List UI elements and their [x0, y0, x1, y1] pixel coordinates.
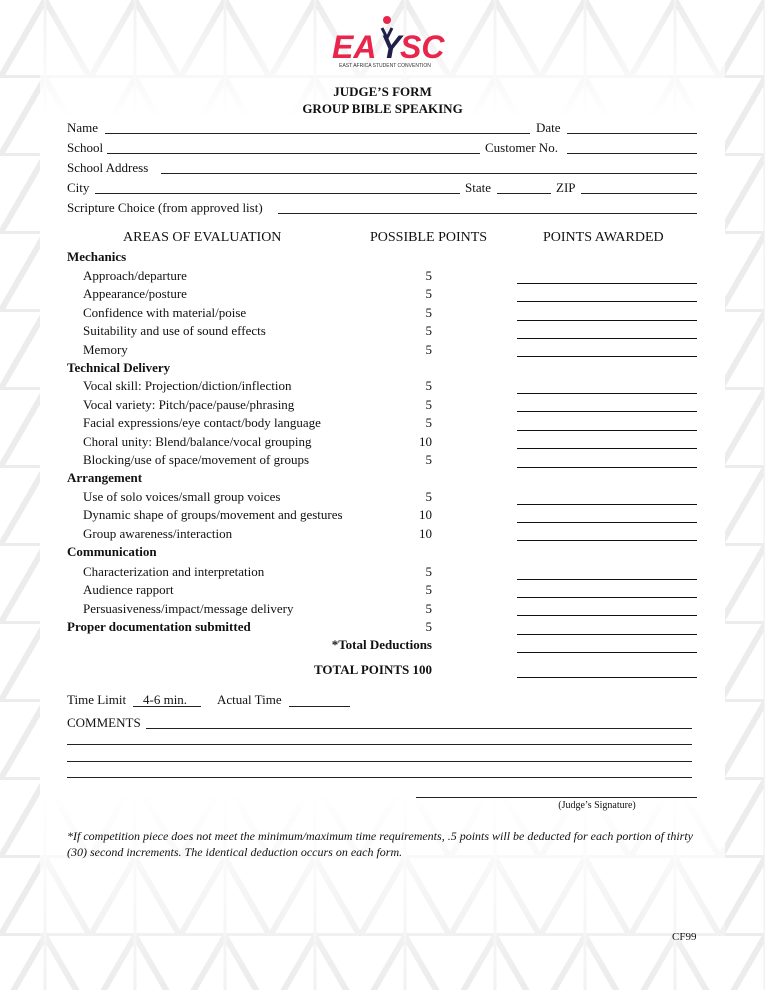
- form-title: JUDGE’S FORM: [333, 84, 432, 99]
- item-points: 5: [425, 564, 432, 579]
- customer-no-field[interactable]: [567, 153, 697, 154]
- awarded-field[interactable]: [517, 356, 697, 357]
- state-field[interactable]: [497, 193, 551, 194]
- svg-text:EA: EA: [332, 29, 377, 65]
- possible-header: POSSIBLE POINTS: [370, 230, 488, 245]
- item-label: Persuasiveness/impact/message delivery: [83, 601, 294, 616]
- total-deductions-label: *Total Deductions: [331, 637, 432, 652]
- time-limit-label: Time Limit: [67, 692, 127, 707]
- name-label: Name: [67, 120, 99, 135]
- signature-field[interactable]: [416, 797, 697, 798]
- form-subtitle: GROUP BIBLE SPEAKING: [302, 101, 463, 116]
- awarded-field[interactable]: [517, 615, 697, 616]
- awarded-header: POINTS AWARDED: [543, 230, 664, 245]
- item-points: 5: [425, 323, 432, 338]
- awarded-field[interactable]: [517, 393, 697, 394]
- item-label: Appearance/posture: [83, 286, 187, 301]
- svg-text:SC: SC: [400, 29, 445, 65]
- awarded-field[interactable]: [517, 430, 697, 431]
- scripture-field[interactable]: [278, 213, 697, 214]
- item-points: 5: [425, 378, 432, 393]
- item-points: 5: [425, 342, 432, 357]
- item-points: 5: [425, 601, 432, 616]
- total-points-field[interactable]: [517, 677, 697, 678]
- awarded-field[interactable]: [517, 504, 697, 505]
- item-label: Facial expressions/eye contact/body language: [83, 415, 321, 430]
- section-title: Communication: [67, 544, 157, 559]
- awarded-field[interactable]: [517, 634, 697, 635]
- svg-text:EAST AFRICA STUDENT CONVENTION: EAST AFRICA STUDENT CONVENTION: [339, 63, 431, 69]
- section-title: Arrangement: [67, 470, 143, 485]
- school-field[interactable]: [107, 153, 480, 154]
- state-label: State: [465, 180, 491, 195]
- item-label: Use of solo voices/small group voices: [83, 489, 281, 504]
- item-points: 5: [425, 415, 432, 430]
- svg-text:Y: Y: [380, 29, 402, 65]
- item-label: Dynamic shape of groups/movement and gestures: [83, 507, 343, 522]
- item-label: Group awareness/interaction: [83, 526, 233, 541]
- awarded-field[interactable]: [517, 597, 697, 598]
- item-label: Audience rapport: [83, 582, 174, 597]
- city-field[interactable]: [95, 193, 460, 194]
- form-code: CF99: [672, 931, 697, 943]
- item-points: 5: [425, 397, 432, 412]
- awarded-field[interactable]: [517, 579, 697, 580]
- awarded-field[interactable]: [517, 283, 697, 284]
- customer-no-label: Customer No.: [485, 140, 558, 155]
- awarded-field[interactable]: [517, 411, 697, 412]
- item-label: Suitability and use of sound effects: [83, 323, 266, 338]
- footnote: *If competition piece does not meet the minimum/maximum time requirements, .5 points will be deducted for each portion of thirty (30) second increments. The identical deduction occurs on each form.: [67, 829, 693, 859]
- awarded-field[interactable]: [517, 522, 697, 523]
- date-label: Date: [536, 120, 561, 135]
- section-title: Technical Delivery: [67, 360, 171, 375]
- proper-doc-points: 5: [425, 619, 432, 634]
- signature-label: (Judge’s Signature): [558, 800, 636, 811]
- total-points-label: TOTAL POINTS 100: [314, 662, 432, 677]
- comments-line[interactable]: [67, 777, 692, 778]
- proper-doc-label: Proper documentation submitted: [67, 619, 251, 634]
- awarded-field[interactable]: [517, 320, 697, 321]
- actual-time-field[interactable]: [289, 706, 350, 707]
- item-label: Vocal variety: Pitch/pace/pause/phrasing: [83, 397, 295, 412]
- zip-label: ZIP: [556, 180, 576, 195]
- item-points: 5: [425, 489, 432, 504]
- areas-header: AREAS OF EVALUATION: [123, 230, 282, 245]
- school-address-label: School Address: [67, 160, 149, 175]
- item-label: Vocal skill: Projection/diction/inflection: [83, 378, 292, 393]
- awarded-field[interactable]: [517, 338, 697, 339]
- scripture-label: Scripture Choice (from approved list): [67, 200, 263, 215]
- item-points: 5: [425, 452, 432, 467]
- item-points: 5: [425, 582, 432, 597]
- item-label: Confidence with material/poise: [83, 305, 247, 320]
- name-field[interactable]: [105, 133, 530, 134]
- section-title: Mechanics: [67, 249, 127, 264]
- item-points: 10: [419, 526, 432, 541]
- time-limit-value: 4-6 min.: [143, 692, 188, 707]
- item-points: 10: [419, 507, 432, 522]
- comments-line[interactable]: [67, 744, 692, 745]
- item-points: 5: [425, 305, 432, 320]
- actual-time-label: Actual Time: [217, 692, 282, 707]
- awarded-field[interactable]: [517, 301, 697, 302]
- school-label: School: [67, 140, 104, 155]
- zip-field[interactable]: [581, 193, 697, 194]
- city-label: City: [67, 180, 90, 195]
- item-label: Characterization and interpretation: [83, 564, 265, 579]
- awarded-field[interactable]: [517, 540, 697, 541]
- item-label: Blocking/use of space/movement of groups: [83, 452, 310, 467]
- item-label: Memory: [83, 342, 128, 357]
- item-label: Choral unity: Blend/balance/vocal grouping: [83, 434, 312, 449]
- eaysc-logo: [330, 14, 445, 70]
- comments-line[interactable]: [146, 728, 692, 729]
- comments-line[interactable]: [67, 761, 692, 762]
- total-deductions-field[interactable]: [517, 652, 697, 653]
- awarded-field[interactable]: [517, 448, 697, 449]
- awarded-field[interactable]: [517, 467, 697, 468]
- item-points: 5: [425, 286, 432, 301]
- date-field[interactable]: [567, 133, 697, 134]
- comments-label: COMMENTS: [67, 715, 141, 730]
- school-address-field[interactable]: [161, 173, 697, 174]
- item-points: 10: [419, 434, 432, 449]
- item-points: 5: [425, 268, 432, 283]
- item-label: Approach/departure: [83, 268, 187, 283]
